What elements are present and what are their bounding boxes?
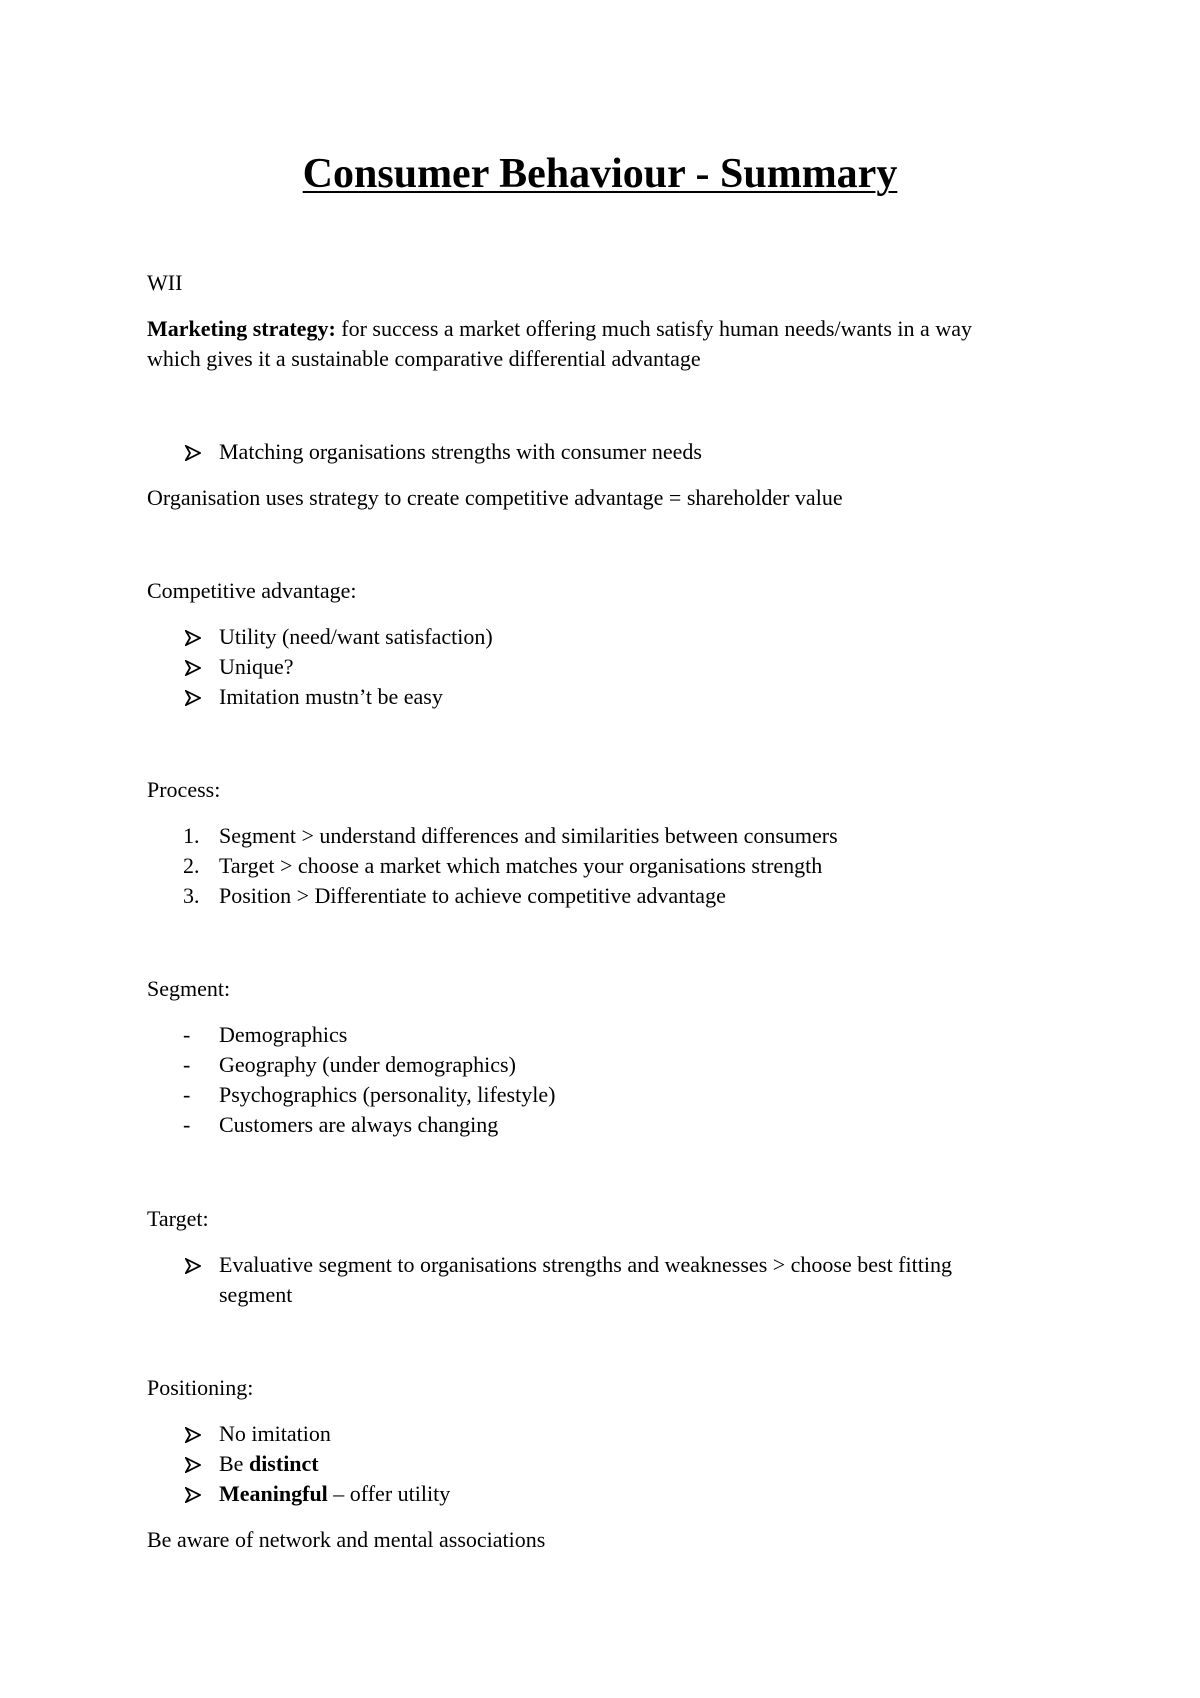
- item-emphasis: Meaningful: [219, 1481, 328, 1506]
- item-rest: – offer utility: [327, 1481, 451, 1506]
- process-heading: Process:: [147, 777, 221, 802]
- item-prefix: Be: [219, 1451, 249, 1476]
- page-title: Consumer Behaviour - Summary: [302, 151, 898, 197]
- list-item-text: Unique?: [219, 654, 294, 679]
- item-number: 2.: [183, 853, 200, 878]
- dash-bullet: -: [183, 1022, 191, 1047]
- item-emphasis: distinct: [248, 1451, 319, 1476]
- segment-heading: Segment:: [147, 976, 231, 1001]
- marketing-strategy-line-2: which gives it a sustainable comparative differential advantage: [147, 346, 701, 371]
- dash-bullet: -: [183, 1112, 191, 1137]
- dash-bullet: -: [183, 1082, 191, 1107]
- target-heading: Target:: [147, 1206, 209, 1231]
- week-label: WII: [147, 270, 183, 295]
- list-item-text: [219, 1479, 450, 1509]
- item-number: 3.: [183, 883, 200, 908]
- item-number: 1.: [183, 823, 200, 848]
- list-item-text: Demographics: [219, 1022, 348, 1047]
- list-item-text: segment: [219, 1282, 293, 1307]
- list-item-text: Imitation mustn’t be easy: [219, 684, 443, 709]
- numbered-item-text: Position > Differentiate to achieve competitive advantage: [219, 883, 726, 908]
- closing-statement: Be aware of network and mental associations: [147, 1527, 546, 1552]
- list-item-text: No imitation: [219, 1421, 331, 1446]
- list-item-text: Psychographics (personality, lifestyle): [219, 1082, 556, 1107]
- numbered-item-text: Target > choose a market which matches your organisations strength: [219, 853, 823, 878]
- list-item-text: Evaluative segment to organisations strengths and weaknesses > choose best fitting: [219, 1252, 952, 1277]
- list-item-text: Matching organisations strengths with consumer needs: [219, 439, 702, 464]
- list-item-text: Geography (under demographics): [219, 1052, 516, 1077]
- list-item-text: Customers are always changing: [219, 1112, 499, 1137]
- marketing-strategy-label: Marketing strategy:: [147, 316, 336, 341]
- positioning-heading: Positioning:: [147, 1375, 254, 1400]
- list-item-text: [219, 1449, 319, 1479]
- marketing-strategy-text-1: for success a market offering much satisfy human needs/wants in a way: [335, 316, 972, 341]
- list-item-text: Utility (need/want satisfaction): [219, 624, 493, 649]
- dash-bullet: -: [183, 1052, 191, 1077]
- marketing-strategy-line-1: [147, 314, 972, 344]
- org-statement: Organisation uses strategy to create competitive advantage = shareholder value: [147, 485, 843, 510]
- numbered-item-text: Segment > understand differences and similarities between consumers: [219, 823, 838, 848]
- competitive-heading: Competitive advantage:: [147, 578, 357, 603]
